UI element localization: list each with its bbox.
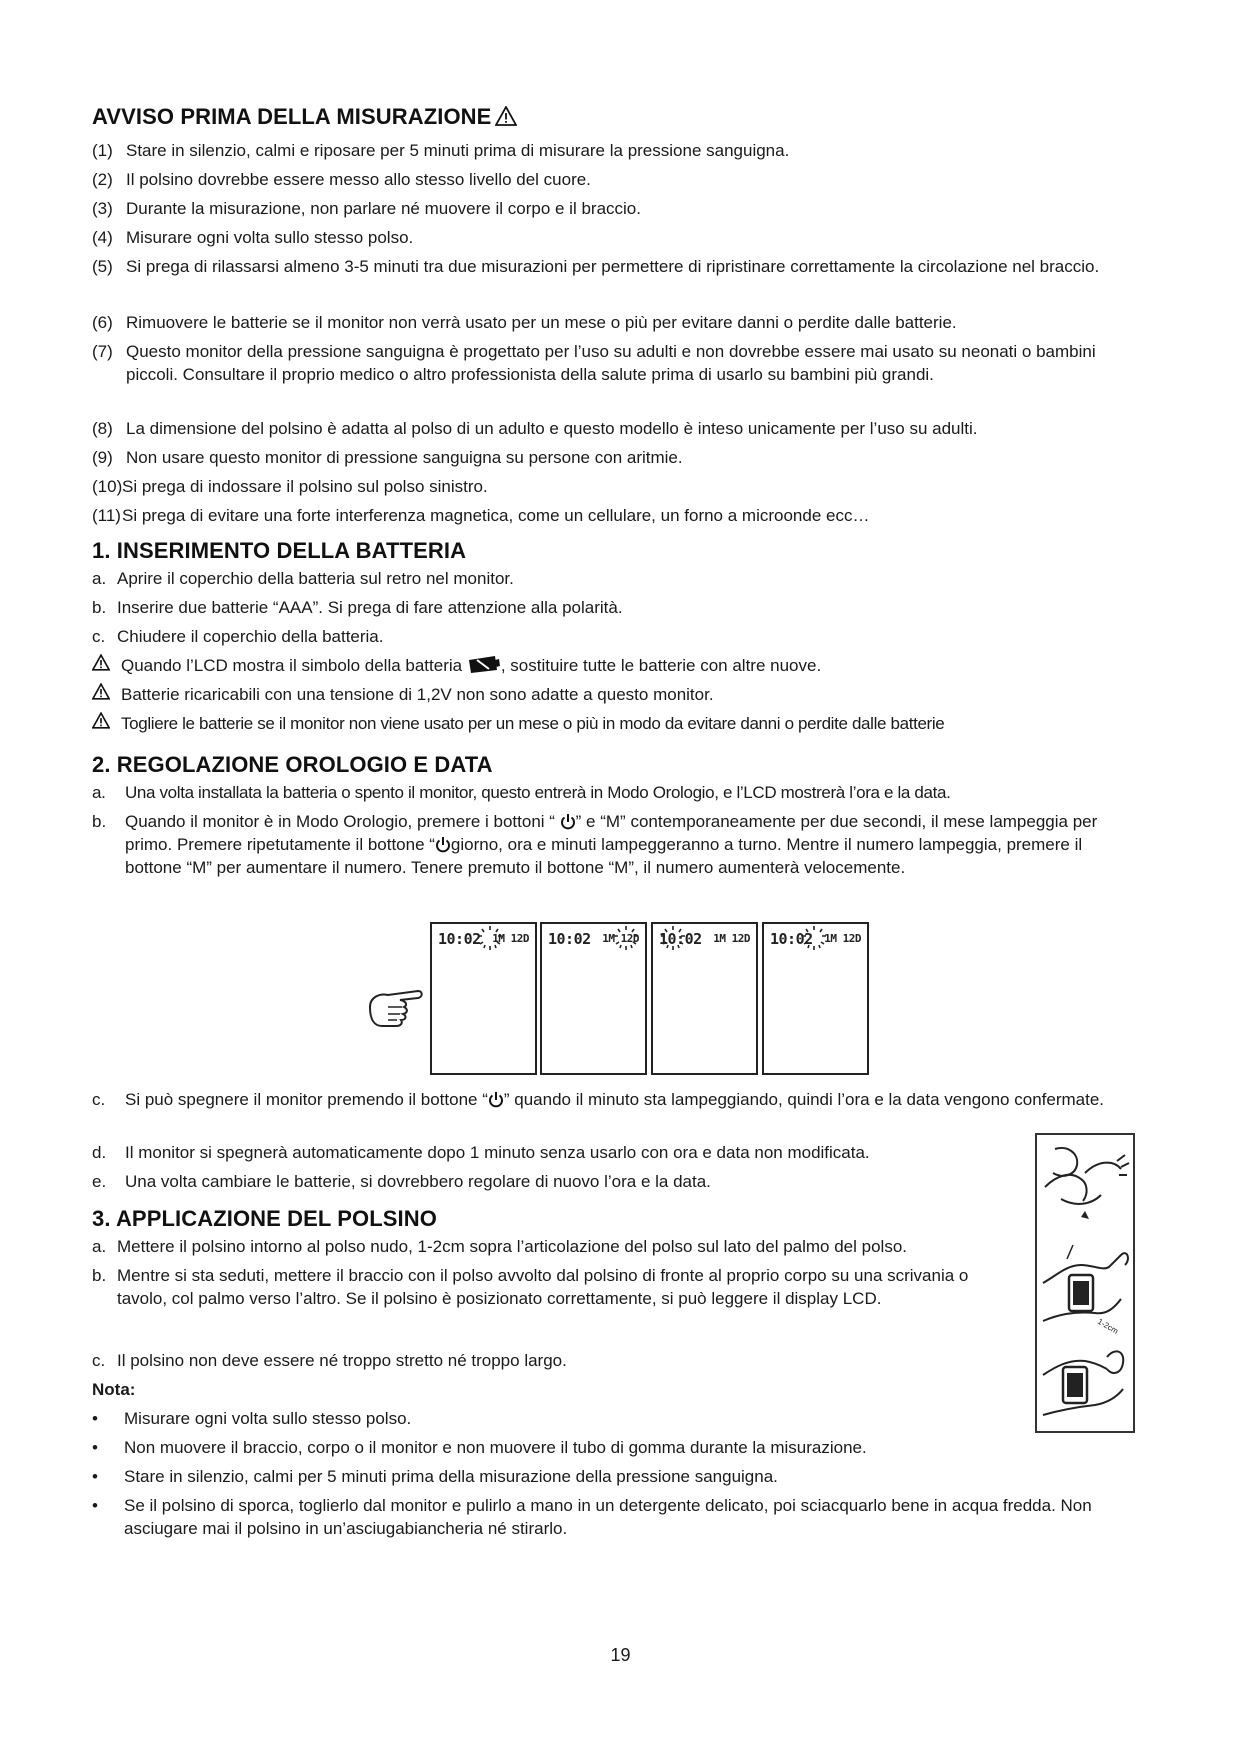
item-text: Chiudere il coperchio della batteria. [117, 627, 384, 646]
low-battery-icon [467, 654, 501, 674]
note-title: Nota: [92, 1380, 136, 1399]
item-text: Il monitor si spegnerà automaticamente dopo 1 minuto senza usarlo con ora e data non modificata. [125, 1143, 870, 1162]
item-text: Quando l’LCD mostra il simbolo della batteria , sostituire tutte le batterie con altre nuove. [121, 656, 822, 675]
warning-item [92, 311, 1145, 334]
warning-item [92, 168, 1145, 191]
lcd-illustration [366, 916, 886, 1079]
item-label: • [92, 1409, 98, 1428]
lcd-time: 10:02 [548, 930, 591, 948]
item-text: Mentre si sta seduti, mettere il braccio con il polso avvolto dal polsino di fronte al proprio corpo su una scrivania o tavolo, col palmo verso l’altro. Se il polsino è posizionato correttamente, si può leggere il display LCD. [117, 1266, 969, 1308]
warning-item [92, 504, 1145, 527]
item-text: Rimuovere le batterie se il monitor non verrà usato per un mese o più per evitare danni o perdite dalle batterie. [126, 313, 957, 332]
item-label: a. [92, 783, 106, 802]
item-label: a. [92, 1237, 107, 1256]
warning-item [92, 226, 1145, 249]
battery-step [92, 625, 1130, 648]
cuff-section-title: 3. APPLICAZIONE DEL POLSINO [92, 1206, 437, 1231]
lcd-date: 1M 12D [713, 932, 750, 945]
wrist-cuff-illustration [1035, 1133, 1135, 1433]
item-text: Si prega di evitare una forte interferenza magnetica, come un cellulare, un forno a microonde ecc… [122, 506, 870, 525]
lcd-panel [762, 922, 869, 1075]
item-label: c. [92, 1090, 106, 1109]
lcd-panel [430, 922, 537, 1075]
lcd-time: 10:02 [438, 930, 481, 948]
item-label: b. [92, 812, 107, 831]
item-text: Misurare ogni volta sullo stesso polso. [126, 228, 414, 247]
battery-step [92, 567, 1130, 590]
item-label: • [92, 1496, 98, 1515]
blink-rays-icon [612, 924, 640, 954]
item-label: d. [92, 1143, 107, 1162]
item-text: Il polsino non deve essere né troppo stretto né troppo largo. [117, 1351, 567, 1370]
item-text: Una volta installata la batteria o spento il monitor, questo entrerà in Modo Orologio, e l’LCD mostrerà l’ora e la data. [125, 783, 951, 802]
item-label: a. [92, 569, 107, 588]
item-text: Si può spegnere il monitor premendo il bottone “ ” quando il minuto sta lampeggiando, quindi l’ora e la data vengono confermate. [125, 1090, 1105, 1109]
battery-warning [92, 683, 1130, 706]
cuff-distance-label: 1-2cm [1096, 1316, 1120, 1336]
warning-item [92, 340, 1145, 386]
item-label: (2) [92, 170, 113, 189]
warning-item [92, 139, 1145, 162]
clock-step [92, 781, 1142, 804]
item-label: (5) [92, 257, 113, 276]
item-label: (1) [92, 141, 113, 160]
item-text: Mettere il polsino intorno al polso nudo, 1-2cm sopra l’articolazione del polso sul lato del palmo del polso. [117, 1237, 908, 1256]
lcd-date: 1M 12D [602, 932, 639, 945]
blink-rays-icon [659, 924, 687, 954]
item-text: Non muovere il braccio, corpo o il monitor e non muovere il tubo di gomma durante la misurazione. [124, 1438, 867, 1457]
clock-step [92, 810, 1142, 879]
battery-warning [92, 712, 1130, 735]
cuff-step [92, 1235, 1092, 1258]
item-text: Si prega di rilassarsi almeno 3-5 minuti tra due misurazioni per permettere di ripristinare correttamente la circolazione nel braccio. [126, 257, 1100, 276]
item-label [92, 683, 110, 706]
item-text: La dimensione del polsino è adatta al polso di un adulto e questo modello è inteso unicamente per l’uso su adulti. [126, 419, 978, 438]
warning-item [92, 255, 1145, 278]
lcd-time: 10:02 [659, 930, 702, 948]
item-label: • [92, 1438, 98, 1457]
item-text: Durante la misurazione, non parlare né muovere il corpo e il braccio. [126, 199, 641, 218]
warning-item [92, 446, 1145, 469]
lcd-time: 10:02 [770, 930, 813, 948]
item-text: Si prega di indossare il polsino sul polso sinistro. [122, 477, 488, 496]
item-label: (7) [92, 342, 113, 361]
note-item [92, 1436, 1130, 1459]
item-label: e. [92, 1172, 107, 1191]
power-icon [560, 813, 576, 830]
power-icon [435, 836, 451, 853]
warning-item [92, 417, 1145, 440]
item-label: (9) [92, 448, 113, 467]
clock-section-title: 2. REGOLAZIONE OROLOGIO E DATA [92, 752, 493, 777]
item-label [92, 654, 110, 677]
warning-triangle-icon [92, 654, 110, 671]
warning-item [92, 475, 1145, 498]
item-text: Togliere le batterie se il monitor non viene usato per un mese o più in modo da evitare danni o perdite dalle batterie [121, 714, 945, 733]
warning-triangle-icon [92, 683, 110, 700]
item-label: c. [92, 1351, 106, 1370]
item-text: Inserire due batterie “AAA”. Si prega di fare attenzione alla polarità. [117, 598, 623, 617]
lcd-panel [540, 922, 647, 1075]
item-label: (11) [92, 506, 121, 525]
item-label: b. [92, 1266, 107, 1285]
lcd-date: 1M 12D [824, 932, 861, 945]
item-label: (3) [92, 199, 113, 218]
battery-warning [92, 654, 1130, 677]
power-icon [488, 1091, 504, 1108]
item-text: Stare in silenzio, calmi per 5 minuti prima della misurazione della pressione sanguigna. [124, 1467, 778, 1486]
item-label: (8) [92, 419, 113, 438]
item-text: Misurare ogni volta sullo stesso polso. [124, 1409, 412, 1428]
note-item [92, 1465, 1130, 1488]
item-label: c. [92, 627, 106, 646]
item-label [92, 712, 110, 735]
item-text: Questo monitor della pressione sanguigna è progettato per l’uso su adulti e non dovrebbe essere mai usato su neonati o bambini piccoli. Consultare il proprio medico o altro professionista della salute prima di usarlo su bambini più grandi. [126, 342, 1096, 384]
lcd-panel [651, 922, 758, 1075]
item-label: (6) [92, 313, 113, 332]
item-label: • [92, 1467, 98, 1486]
item-text: Se il polsino di sporca, toglierlo dal monitor e pulirlo a mano in un detergente delicato, poi sciacquarlo bene in acqua fredda. Non asciugare mai il polsino in un’asciugabiancheria né stirarlo. [124, 1496, 1092, 1538]
clock-step [92, 1141, 1032, 1164]
note-item [92, 1494, 1130, 1540]
item-text: Il polsino dovrebbe essere messo allo stesso livello del cuore. [126, 170, 591, 189]
item-label: (4) [92, 228, 113, 247]
note-item [92, 1407, 1130, 1430]
item-text: Aprire il coperchio della batteria sul retro nel monitor. [117, 569, 514, 588]
warning-triangle-icon [92, 712, 110, 729]
warning-section-title: AVVISO PRIMA DELLA MISURAZIONE [92, 104, 517, 130]
clock-step [92, 1170, 1032, 1193]
item-text: Stare in silenzio, calmi e riposare per 5 minuti prima di misurare la pressione sanguigna. [126, 141, 790, 160]
item-text: Una volta cambiare le batterie, si dovrebbero regolare di nuovo l’ora e la data. [125, 1172, 711, 1191]
blink-rays-icon [800, 924, 828, 954]
item-label: (10) [92, 477, 123, 496]
page-number: 19 [610, 1645, 631, 1665]
battery-step [92, 596, 1130, 619]
lcd-date: 1M 12D [492, 932, 529, 945]
clock-step [92, 1088, 1142, 1111]
item-text: Batterie ricaricabili con una tensione di 1,2V non sono adatte a questo monitor. [121, 685, 714, 704]
item-text: Quando il monitor è in Modo Orologio, premere i bottoni “ ” e “M” contemporaneamente per due secondi, il mese lampeggia per primo. Premere ripetutamente il bottone “ giorno, ora e minuti lampeggeranno a turno. Mentre il numero lampeggia, premere il bottone “M” per aumentare il numero. Tenere premuto il bottone “M”, il numero aumenterà velocemente. [125, 812, 1098, 877]
blink-rays-icon [476, 924, 504, 954]
cuff-step [92, 1264, 1012, 1310]
item-label: b. [92, 598, 107, 617]
warning-triangle-icon [495, 106, 517, 126]
cuff-step [92, 1349, 1092, 1372]
item-text: Non usare questo monitor di pressione sanguigna su persone con aritmie. [126, 448, 683, 467]
warning-item [92, 197, 1145, 220]
battery-section-title: 1. INSERIMENTO DELLA BATTERIA [92, 538, 467, 563]
